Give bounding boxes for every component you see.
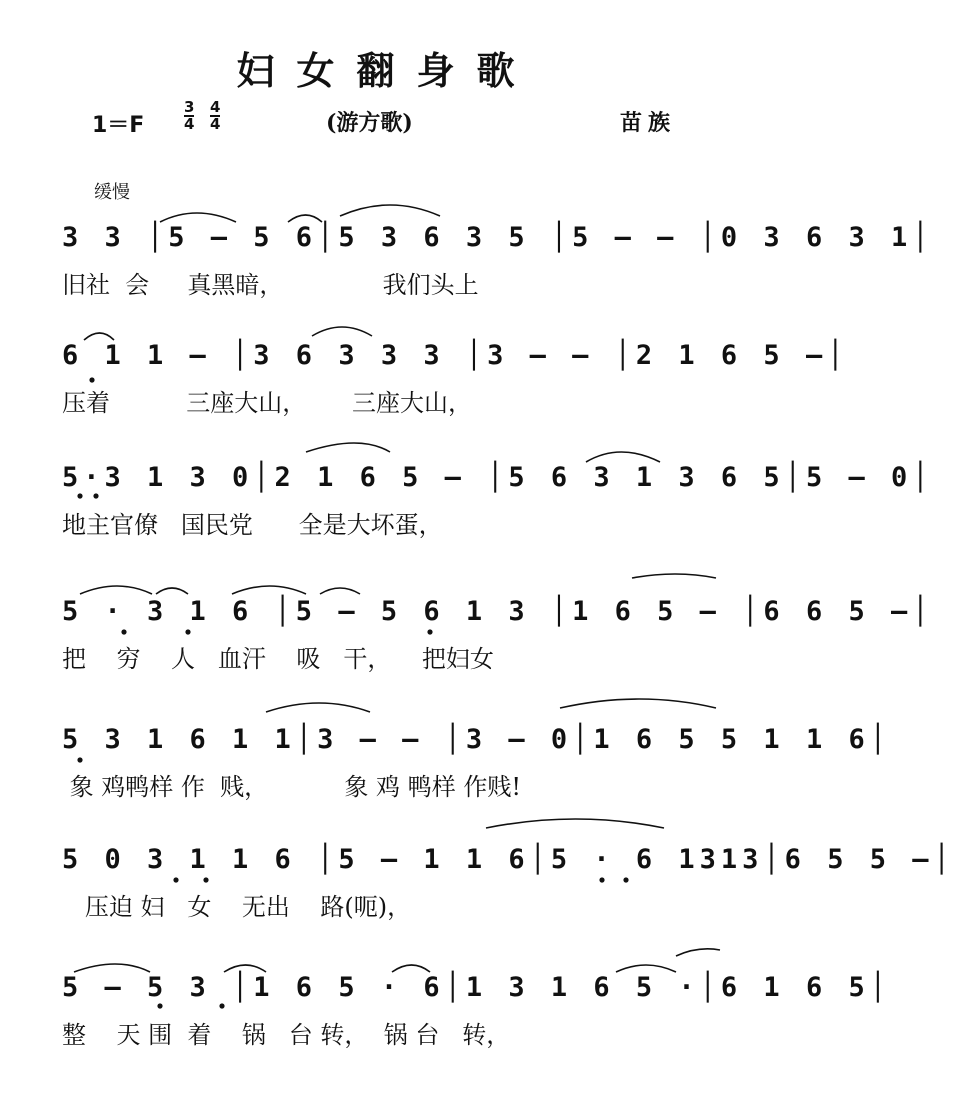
notation-sequence: 6 1 1 – │3 6 3 3 3 │3 – – │2 1 6 5 –│: [62, 340, 849, 371]
meter-bottom: 4: [210, 115, 221, 133]
song-title: 妇女翻身歌: [236, 48, 537, 93]
lyrics-line: 把 穷 人 血汗 吸 干， 把妇女: [62, 645, 494, 673]
song-origin: 苗族: [620, 110, 677, 136]
notation-sequence: 5 0 3 1 1 6 │5 – 1 1 6│5 · 6 1313│6 5 5 –│: [62, 844, 955, 875]
lyrics-line: 整 天 围 着 锅 台 转， 锅 台 转，: [62, 1021, 511, 1049]
notation-sequence: 5·3 1 3 0│2 1 6 5 – │5 6 3 1 3 6 5│5 – 0│: [62, 462, 934, 493]
lyrics-line: 象 鸡鸭样 作 贱， 象 鸡 鸭样 作贱!: [62, 773, 521, 801]
meter-bottom: 4: [184, 115, 195, 133]
notation-sequence: 5 · 3 1 6 │5 – 5 6 1 3 │1 6 5 – │6 6 5 –│: [62, 596, 934, 627]
lyrics-line: 压着 三座大山， 三座大山，: [62, 389, 473, 417]
lyrics-line: 压迫 妇 女 无出 路(呃)，: [62, 893, 412, 921]
tempo-marking: 缓慢: [94, 182, 130, 203]
notation-sequence: 3 3 │5 – 5 6│5 3 6 3 5 │5 – – │0 3 6 3 1│: [62, 222, 934, 253]
notation-sequence: 5 – 5 3 │1 6 5 · 6│1 3 1 6 5 ·│6 1 6 5│: [62, 972, 891, 1003]
song-subtitle: (游方歌): [326, 110, 413, 136]
key-signature: 1＝F: [92, 113, 145, 138]
lyrics-line: 地主官僚 国民党 全是大坏蛋，: [62, 511, 443, 539]
lyrics-line: 旧社 会 真黑暗， 我们头上: [62, 271, 479, 299]
meter-top: 4: [210, 98, 221, 116]
notation-sequence: 5 3 1 6 1 1│3 – – │3 – 0│1 6 5 5 1 1 6│: [62, 724, 891, 755]
meter-top: 3: [184, 98, 195, 116]
